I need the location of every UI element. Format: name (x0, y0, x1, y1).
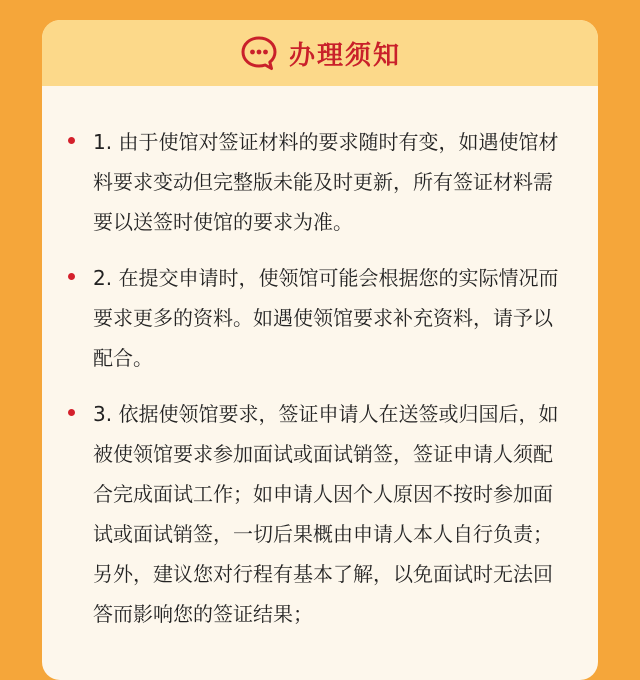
notice-item-1 (42, 122, 598, 242)
notice-text: 2. 在提交申请时，使领馆可能会根据您的实际情况而要求更多的资料。如遇使领馆要求补充资料，请予以配合。 (93, 266, 559, 370)
notice-list (42, 86, 598, 634)
notice-text: 3. 依据使领馆要求，签证申请人在送签或归国后，如被使领馆要求参加面试或面试销签，签证申请人须配合完成面试工作；如申请人因个人原因不按时参加面试或面试销签，一切后果概由申请人本人自行负责；另外，建议您对行程有基本了解，以免面试时无法回答而影响您的签证结果； (93, 402, 559, 626)
card-title: 办理须知 (288, 40, 401, 71)
bullet-dot-icon (68, 409, 75, 416)
notice-card (42, 20, 598, 680)
bullet-dot-icon (68, 273, 75, 280)
notice-item-3 (42, 394, 598, 634)
chat-bubble-icon (239, 33, 279, 73)
notice-text: 1. 由于使馆对签证材料的要求随时有变，如遇使馆材料要求变动但完整版未能及时更新，所有签证材料需要以送签时使馆的要求为准。 (93, 130, 559, 234)
bullet-dot-icon (68, 137, 75, 144)
notice-item-2 (42, 258, 598, 378)
card-header (42, 20, 598, 86)
